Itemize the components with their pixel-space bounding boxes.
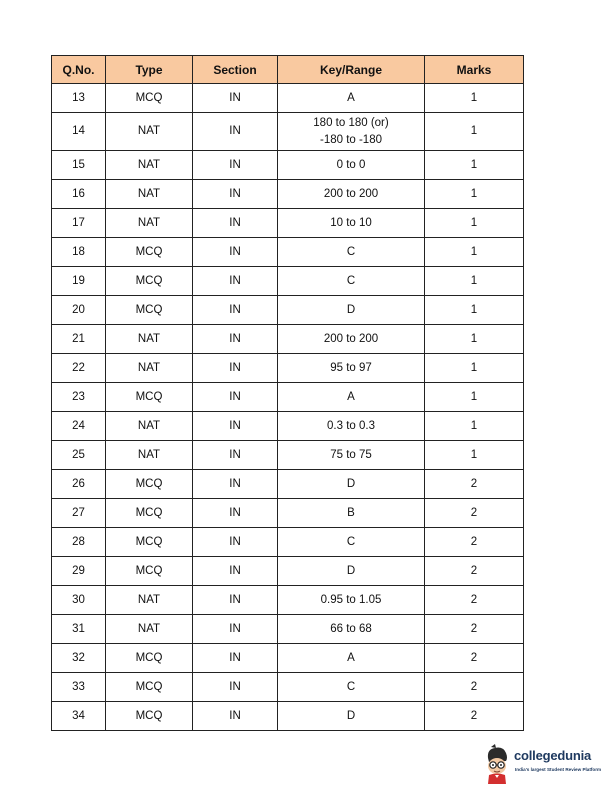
type-cell: NAT bbox=[106, 441, 193, 470]
section-cell: IN bbox=[193, 209, 278, 238]
marks-cell: 2 bbox=[425, 615, 524, 644]
key-cell bbox=[278, 151, 425, 180]
qno-cell: 13 bbox=[52, 84, 106, 113]
header-type: Type bbox=[106, 56, 193, 84]
qno-cell: 25 bbox=[52, 441, 106, 470]
type-cell: NAT bbox=[106, 113, 193, 151]
qno-cell: 18 bbox=[52, 238, 106, 267]
marks-cell: 1 bbox=[425, 209, 524, 238]
type-cell: MCQ bbox=[106, 84, 193, 113]
key-value: 66 to 68 bbox=[330, 622, 372, 635]
key-value: 10 to 10 bbox=[330, 216, 372, 229]
section-cell: IN bbox=[193, 586, 278, 615]
section-cell: IN bbox=[193, 113, 278, 151]
qno-cell: 30 bbox=[52, 586, 106, 615]
qno-cell: 15 bbox=[52, 151, 106, 180]
key-value: B bbox=[347, 506, 355, 519]
type-cell: NAT bbox=[106, 615, 193, 644]
marks-cell: 2 bbox=[425, 528, 524, 557]
header-key-range: Key/Range bbox=[278, 56, 425, 84]
table-row bbox=[52, 557, 524, 586]
brand-tagline: India's largest Student Review Platform bbox=[515, 767, 602, 772]
key-value: A bbox=[347, 390, 355, 403]
qno-cell: 26 bbox=[52, 470, 106, 499]
qno-cell: 19 bbox=[52, 267, 106, 296]
marks-cell: 2 bbox=[425, 586, 524, 615]
section-cell: IN bbox=[193, 499, 278, 528]
type-cell: MCQ bbox=[106, 296, 193, 325]
table-row bbox=[52, 615, 524, 644]
key-value: 200 to 200 bbox=[323, 187, 379, 200]
key-value: 180 to 180 (or) bbox=[313, 116, 389, 129]
key-value: A bbox=[347, 651, 355, 664]
key-value: C bbox=[346, 245, 356, 258]
type-cell: NAT bbox=[106, 354, 193, 383]
type-cell: MCQ bbox=[106, 499, 193, 528]
key-value: 75 to 75 bbox=[330, 448, 372, 461]
type-cell: NAT bbox=[106, 209, 193, 238]
table-row bbox=[52, 209, 524, 238]
table-row bbox=[52, 151, 524, 180]
section-cell: IN bbox=[193, 615, 278, 644]
key-cell bbox=[278, 209, 425, 238]
header-section: Section bbox=[193, 56, 278, 84]
section-cell: IN bbox=[193, 528, 278, 557]
key-cell bbox=[278, 412, 425, 441]
header-marks: Marks bbox=[425, 56, 524, 84]
key-cell bbox=[278, 354, 425, 383]
key-cell bbox=[278, 238, 425, 267]
qno-cell: 34 bbox=[52, 702, 106, 731]
type-cell: NAT bbox=[106, 586, 193, 615]
section-cell: IN bbox=[193, 557, 278, 586]
type-cell: MCQ bbox=[106, 644, 193, 673]
marks-cell: 2 bbox=[425, 673, 524, 702]
key-value: 200 to 200 bbox=[323, 332, 379, 345]
table-row bbox=[52, 441, 524, 470]
type-cell: NAT bbox=[106, 412, 193, 441]
marks-cell: 1 bbox=[425, 113, 524, 151]
qno-cell: 24 bbox=[52, 412, 106, 441]
key-cell bbox=[278, 267, 425, 296]
section-cell: IN bbox=[193, 267, 278, 296]
section-cell: IN bbox=[193, 84, 278, 113]
marks-cell: 1 bbox=[425, 441, 524, 470]
key-value: 0 to 0 bbox=[336, 158, 366, 171]
marks-cell: 1 bbox=[425, 151, 524, 180]
section-cell: IN bbox=[193, 412, 278, 441]
key-cell bbox=[278, 528, 425, 557]
table-row bbox=[52, 325, 524, 354]
key-cell bbox=[278, 644, 425, 673]
qno-cell: 23 bbox=[52, 383, 106, 412]
key-value: -180 to -180 bbox=[319, 133, 382, 146]
marks-cell: 2 bbox=[425, 702, 524, 731]
table-row bbox=[52, 84, 524, 113]
marks-cell: 1 bbox=[425, 412, 524, 441]
key-value: 95 to 97 bbox=[330, 361, 372, 374]
table-row bbox=[52, 673, 524, 702]
brand-name: collegedunia bbox=[514, 748, 592, 763]
key-cell bbox=[278, 325, 425, 354]
table-row bbox=[52, 702, 524, 731]
qno-cell: 20 bbox=[52, 296, 106, 325]
type-cell: NAT bbox=[106, 180, 193, 209]
section-cell: IN bbox=[193, 673, 278, 702]
collegedunia-logo bbox=[482, 744, 608, 784]
key-cell bbox=[278, 180, 425, 209]
table-row bbox=[52, 354, 524, 383]
marks-cell: 1 bbox=[425, 354, 524, 383]
type-cell: MCQ bbox=[106, 673, 193, 702]
table-header-row bbox=[52, 56, 524, 84]
qno-cell: 31 bbox=[52, 615, 106, 644]
qno-cell: 21 bbox=[52, 325, 106, 354]
section-cell: IN bbox=[193, 151, 278, 180]
key-value: 0.95 to 1.05 bbox=[320, 593, 382, 606]
qno-cell: 33 bbox=[52, 673, 106, 702]
key-cell bbox=[278, 557, 425, 586]
type-cell: NAT bbox=[106, 151, 193, 180]
section-cell: IN bbox=[193, 325, 278, 354]
table-row bbox=[52, 412, 524, 441]
table-row bbox=[52, 113, 524, 151]
qno-cell: 32 bbox=[52, 644, 106, 673]
key-cell bbox=[278, 499, 425, 528]
marks-cell: 1 bbox=[425, 383, 524, 412]
marks-cell: 1 bbox=[425, 180, 524, 209]
section-cell: IN bbox=[193, 383, 278, 412]
header-qno: Q.No. bbox=[52, 56, 106, 84]
key-cell bbox=[278, 113, 425, 151]
key-value: C bbox=[346, 535, 356, 548]
section-cell: IN bbox=[193, 354, 278, 383]
section-cell: IN bbox=[193, 441, 278, 470]
key-cell bbox=[278, 383, 425, 412]
key-cell bbox=[278, 441, 425, 470]
section-cell: IN bbox=[193, 296, 278, 325]
key-cell bbox=[278, 586, 425, 615]
table-row bbox=[52, 383, 524, 412]
table-row bbox=[52, 586, 524, 615]
table-row bbox=[52, 499, 524, 528]
qno-cell: 22 bbox=[52, 354, 106, 383]
type-cell: MCQ bbox=[106, 238, 193, 267]
key-value: D bbox=[346, 303, 356, 316]
section-cell: IN bbox=[193, 180, 278, 209]
key-value: C bbox=[346, 680, 356, 693]
qno-cell: 14 bbox=[52, 113, 106, 151]
marks-cell: 2 bbox=[425, 470, 524, 499]
table-row bbox=[52, 470, 524, 499]
table-row bbox=[52, 644, 524, 673]
marks-cell: 2 bbox=[425, 557, 524, 586]
marks-cell: 1 bbox=[425, 84, 524, 113]
marks-cell: 1 bbox=[425, 267, 524, 296]
type-cell: MCQ bbox=[106, 557, 193, 586]
qno-cell: 29 bbox=[52, 557, 106, 586]
graduate-mascot-icon bbox=[482, 744, 512, 784]
key-cell bbox=[278, 702, 425, 731]
marks-cell: 1 bbox=[425, 296, 524, 325]
type-cell: MCQ bbox=[106, 528, 193, 557]
section-cell: IN bbox=[193, 470, 278, 499]
type-cell: NAT bbox=[106, 325, 193, 354]
key-cell bbox=[278, 615, 425, 644]
table-body bbox=[52, 84, 524, 731]
section-cell: IN bbox=[193, 238, 278, 267]
section-cell: IN bbox=[193, 702, 278, 731]
type-cell: MCQ bbox=[106, 383, 193, 412]
section-cell: IN bbox=[193, 644, 278, 673]
key-cell bbox=[278, 470, 425, 499]
key-cell bbox=[278, 296, 425, 325]
qno-cell: 27 bbox=[52, 499, 106, 528]
key-value: D bbox=[346, 477, 356, 490]
key-value: D bbox=[346, 564, 356, 577]
table-row bbox=[52, 296, 524, 325]
key-cell bbox=[278, 673, 425, 702]
table-row bbox=[52, 267, 524, 296]
key-value: C bbox=[346, 274, 356, 287]
answer-key-table bbox=[51, 55, 524, 731]
qno-cell: 17 bbox=[52, 209, 106, 238]
table-row bbox=[52, 238, 524, 267]
key-value: D bbox=[346, 709, 356, 722]
key-value: A bbox=[347, 91, 355, 104]
marks-cell: 2 bbox=[425, 499, 524, 528]
type-cell: MCQ bbox=[106, 702, 193, 731]
key-value: 0.3 to 0.3 bbox=[327, 419, 375, 432]
type-cell: MCQ bbox=[106, 470, 193, 499]
marks-cell: 1 bbox=[425, 238, 524, 267]
qno-cell: 28 bbox=[52, 528, 106, 557]
table-row bbox=[52, 528, 524, 557]
table-row bbox=[52, 180, 524, 209]
qno-cell: 16 bbox=[52, 180, 106, 209]
marks-cell: 1 bbox=[425, 325, 524, 354]
marks-cell: 2 bbox=[425, 644, 524, 673]
type-cell: MCQ bbox=[106, 267, 193, 296]
key-cell bbox=[278, 84, 425, 113]
